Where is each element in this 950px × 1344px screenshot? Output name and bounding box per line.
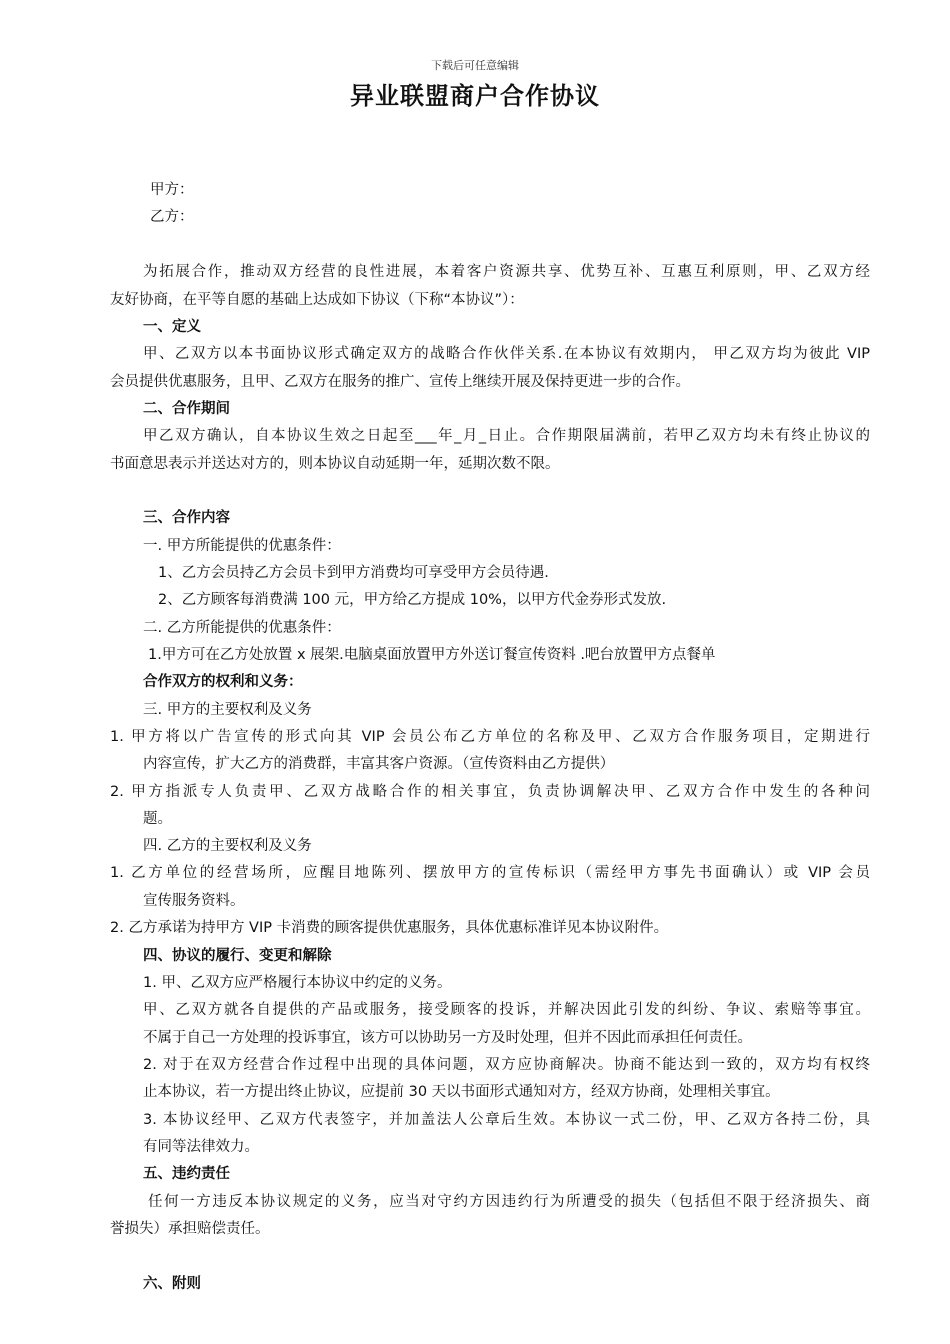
party-b-offers-heading: 二. 乙方所能提供的优惠条件：: [143, 620, 341, 636]
section-6-heading: 六、附则: [143, 1276, 201, 1292]
section-4-para-1-line-1: 甲、乙双方就各自提供的产品或服务，接受顾客的投诉，并解决因此引发的纠纷、争议、索赔等事宜。: [143, 1002, 870, 1018]
party-b-right-2: 2. 乙方承诺为持甲方 VIP 卡消费的顾客提供优惠服务，具体优惠标准详见本协议附件。: [110, 920, 669, 936]
section-4-item-3-line-1: 3. 本协议经甲、乙双方代表签字，并加盖法人公章后生效。本协议一式二份，甲、乙双方各持二份，具: [143, 1112, 870, 1128]
section-1-line-1: 甲、乙双方以本书面协议形式确定双方的战略合作伙伴关系.在本协议有效期内， 甲乙双方均为彼此 VIP: [143, 346, 870, 362]
party-b-label: 乙方：: [150, 209, 194, 225]
party-a-right-2-line-2: 题。: [143, 811, 172, 827]
party-a-right-1-line-2: 内容宣传，扩大乙方的消费群，丰富其客户资源。（宣传资料由乙方提供）: [143, 756, 615, 772]
party-a-offer-1: 1、乙方会员持乙方会员卡到甲方消费均可享受甲方会员待遇.: [158, 565, 549, 581]
section-4-item-2-line-2: 止本协议，若一方提出终止协议，应提前 30 天以书面形式通知对方，经双方协商，处理相关事宜。: [143, 1084, 780, 1100]
section-4-heading: 四、协议的履行、变更和解除: [143, 948, 332, 964]
section-2-line-2: 书面意思表示并送达对方的，则本协议自动延期一年，延期次数不限。: [110, 456, 560, 472]
party-b-offer-1: 1.甲方可在乙方处放置 x 展架.电脑桌面放置甲方外送订餐宣传资料 .吧台放置甲方点餐单: [148, 647, 716, 663]
party-b-right-1-line-2: 宣传服务资料。: [143, 893, 245, 909]
section-5-line-2: 誉损失）承担赔偿责任。: [110, 1221, 270, 1237]
document-title: 异业联盟商户合作协议: [350, 82, 600, 110]
intro-line-2: 友好协商，在平等自愿的基础上达成如下协议（下称“本协议”）：: [110, 292, 524, 308]
party-a-right-1-line-1: 1. 甲方将以广告宣传的形式向其 VIP 会员公布乙方单位的名称及甲、乙双方合作服务项目，定期进行: [110, 729, 870, 745]
section-4-item-2-line-1: 2. 对于在双方经营合作过程中出现的具体问题，双方应协商解决。协商不能达到一致的，双方均有权终: [143, 1057, 870, 1073]
section-2-heading: 二、合作期间: [143, 401, 230, 417]
party-a-offer-2: 2、乙方顾客每消费满 100 元，甲方给乙方提成 10%，以甲方代金券形式发放.: [158, 592, 667, 608]
party-a-rights-heading: 三. 甲方的主要权利及义务: [143, 702, 312, 718]
party-a-offers-heading: 一. 甲方所能提供的优惠条件：: [143, 538, 341, 554]
section-3-heading: 三、合作内容: [143, 510, 230, 526]
party-a-label: 甲方：: [150, 182, 194, 198]
section-2-line-1: 甲乙双方确认，自本协议生效之日起至___年_月_日止。合作期限届满前，若甲乙双方均未有终止协议的: [143, 428, 870, 444]
header-note: 下载后可任意编辑: [431, 59, 519, 72]
section-4-para-1-line-2: 不属于自己一方处理的投诉事宜，该方可以协助另一方及时处理，但并不因此而承担任何责任。: [143, 1030, 752, 1046]
rights-heading: 合作双方的权利和义务：: [143, 674, 303, 690]
section-5-line-1: 任何一方违反本协议规定的义务，应当对守约方因违约行为所遭受的损失（包括但不限于经济损失、商: [148, 1194, 870, 1210]
section-1-heading: 一、定义: [143, 319, 201, 335]
party-a-right-2-line-1: 2. 甲方指派专人负责甲、乙双方战略合作的相关事宜，负责协调解决甲、乙双方合作中发生的各种问: [110, 784, 870, 800]
section-4-item-3-line-2: 有同等法律效力。: [143, 1139, 259, 1155]
party-b-rights-heading: 四. 乙方的主要权利及义务: [143, 838, 312, 854]
section-4-item-1: 1. 甲、乙双方应严格履行本协议中约定的义务。: [143, 975, 452, 991]
intro-line-1: 为拓展合作，推动双方经营的良性进展，本着客户资源共享、优势互补、互惠互利原则，甲、乙双方经: [143, 264, 870, 280]
party-b-right-1-line-1: 1. 乙方单位的经营场所，应醒目地陈列、摆放甲方的宣传标识（需经甲方事先书面确认）或 VIP 会员: [110, 865, 870, 881]
section-1-line-2: 会员提供优惠服务，且甲、乙双方在服务的推广、宣传上继续开展及保持更进一步的合作。: [110, 374, 690, 390]
section-5-heading: 五、违约责任: [143, 1166, 230, 1182]
